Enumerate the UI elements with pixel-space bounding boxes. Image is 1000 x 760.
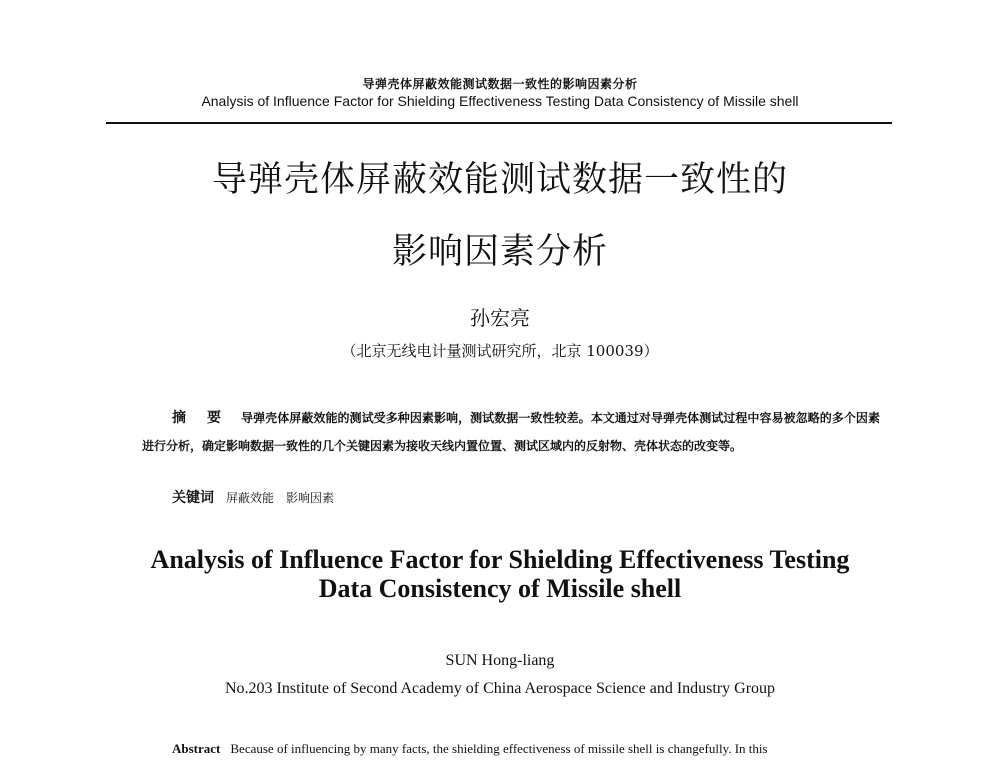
chinese-title: [0, 150, 1000, 282]
english-abstract-text: Because of influencing by many facts, the shielding effectiveness of missile shell is changefully. In this: [230, 741, 768, 756]
header-rule: [106, 122, 892, 124]
english-author: SUN Hong-liang: [445, 652, 555, 669]
chinese-author: 孙宏亮: [470, 306, 530, 330]
chinese-abstract-label: 摘 要: [172, 410, 230, 426]
chinese-title-line-1: 导弹壳体屏蔽效能测试数据一致性的: [211, 160, 788, 200]
chinese-title-line-2: 影响因素分析: [391, 232, 608, 272]
chinese-keywords-label: 关键词: [172, 490, 214, 506]
chinese-abstract: [142, 404, 880, 460]
running-header-chinese: 导弹壳体屏蔽效能测试数据一致性的影响因素分析: [362, 77, 638, 91]
english-title-line-1: Analysis of Influence Factor for Shielding Effectiveness Testing: [150, 545, 850, 574]
running-header-english: Analysis of Influence Factor for Shielding Effectiveness Testing Data Consistency of Missile shell: [201, 93, 799, 109]
english-abstract: [172, 740, 768, 758]
english-abstract-label: Abstract: [172, 741, 221, 756]
english-title: [0, 545, 1000, 603]
chinese-abstract-text: 导弹壳体屏蔽效能的测试受多种因素影响，测试数据一致性较差。本文通过对导弹壳体测试过程中容易被忽略的多个因素进行分析，确定影响数据一致性的几个关键因素为接收天线内置位置、测试区域内的反射物、壳体状态的改变等。: [142, 411, 880, 453]
running-header: [0, 76, 1000, 110]
chinese-keywords: [172, 486, 334, 510]
chinese-affiliation: （北京无线电计量测试研究所，北京 100039）: [341, 342, 659, 360]
english-title-line-2: Data Consistency of Missile shell: [318, 574, 682, 603]
chinese-keywords-text: 屏蔽效能 影响因素: [226, 491, 335, 505]
english-affiliation: No.203 Institute of Second Academy of China Aerospace Science and Industry Group: [224, 680, 776, 697]
